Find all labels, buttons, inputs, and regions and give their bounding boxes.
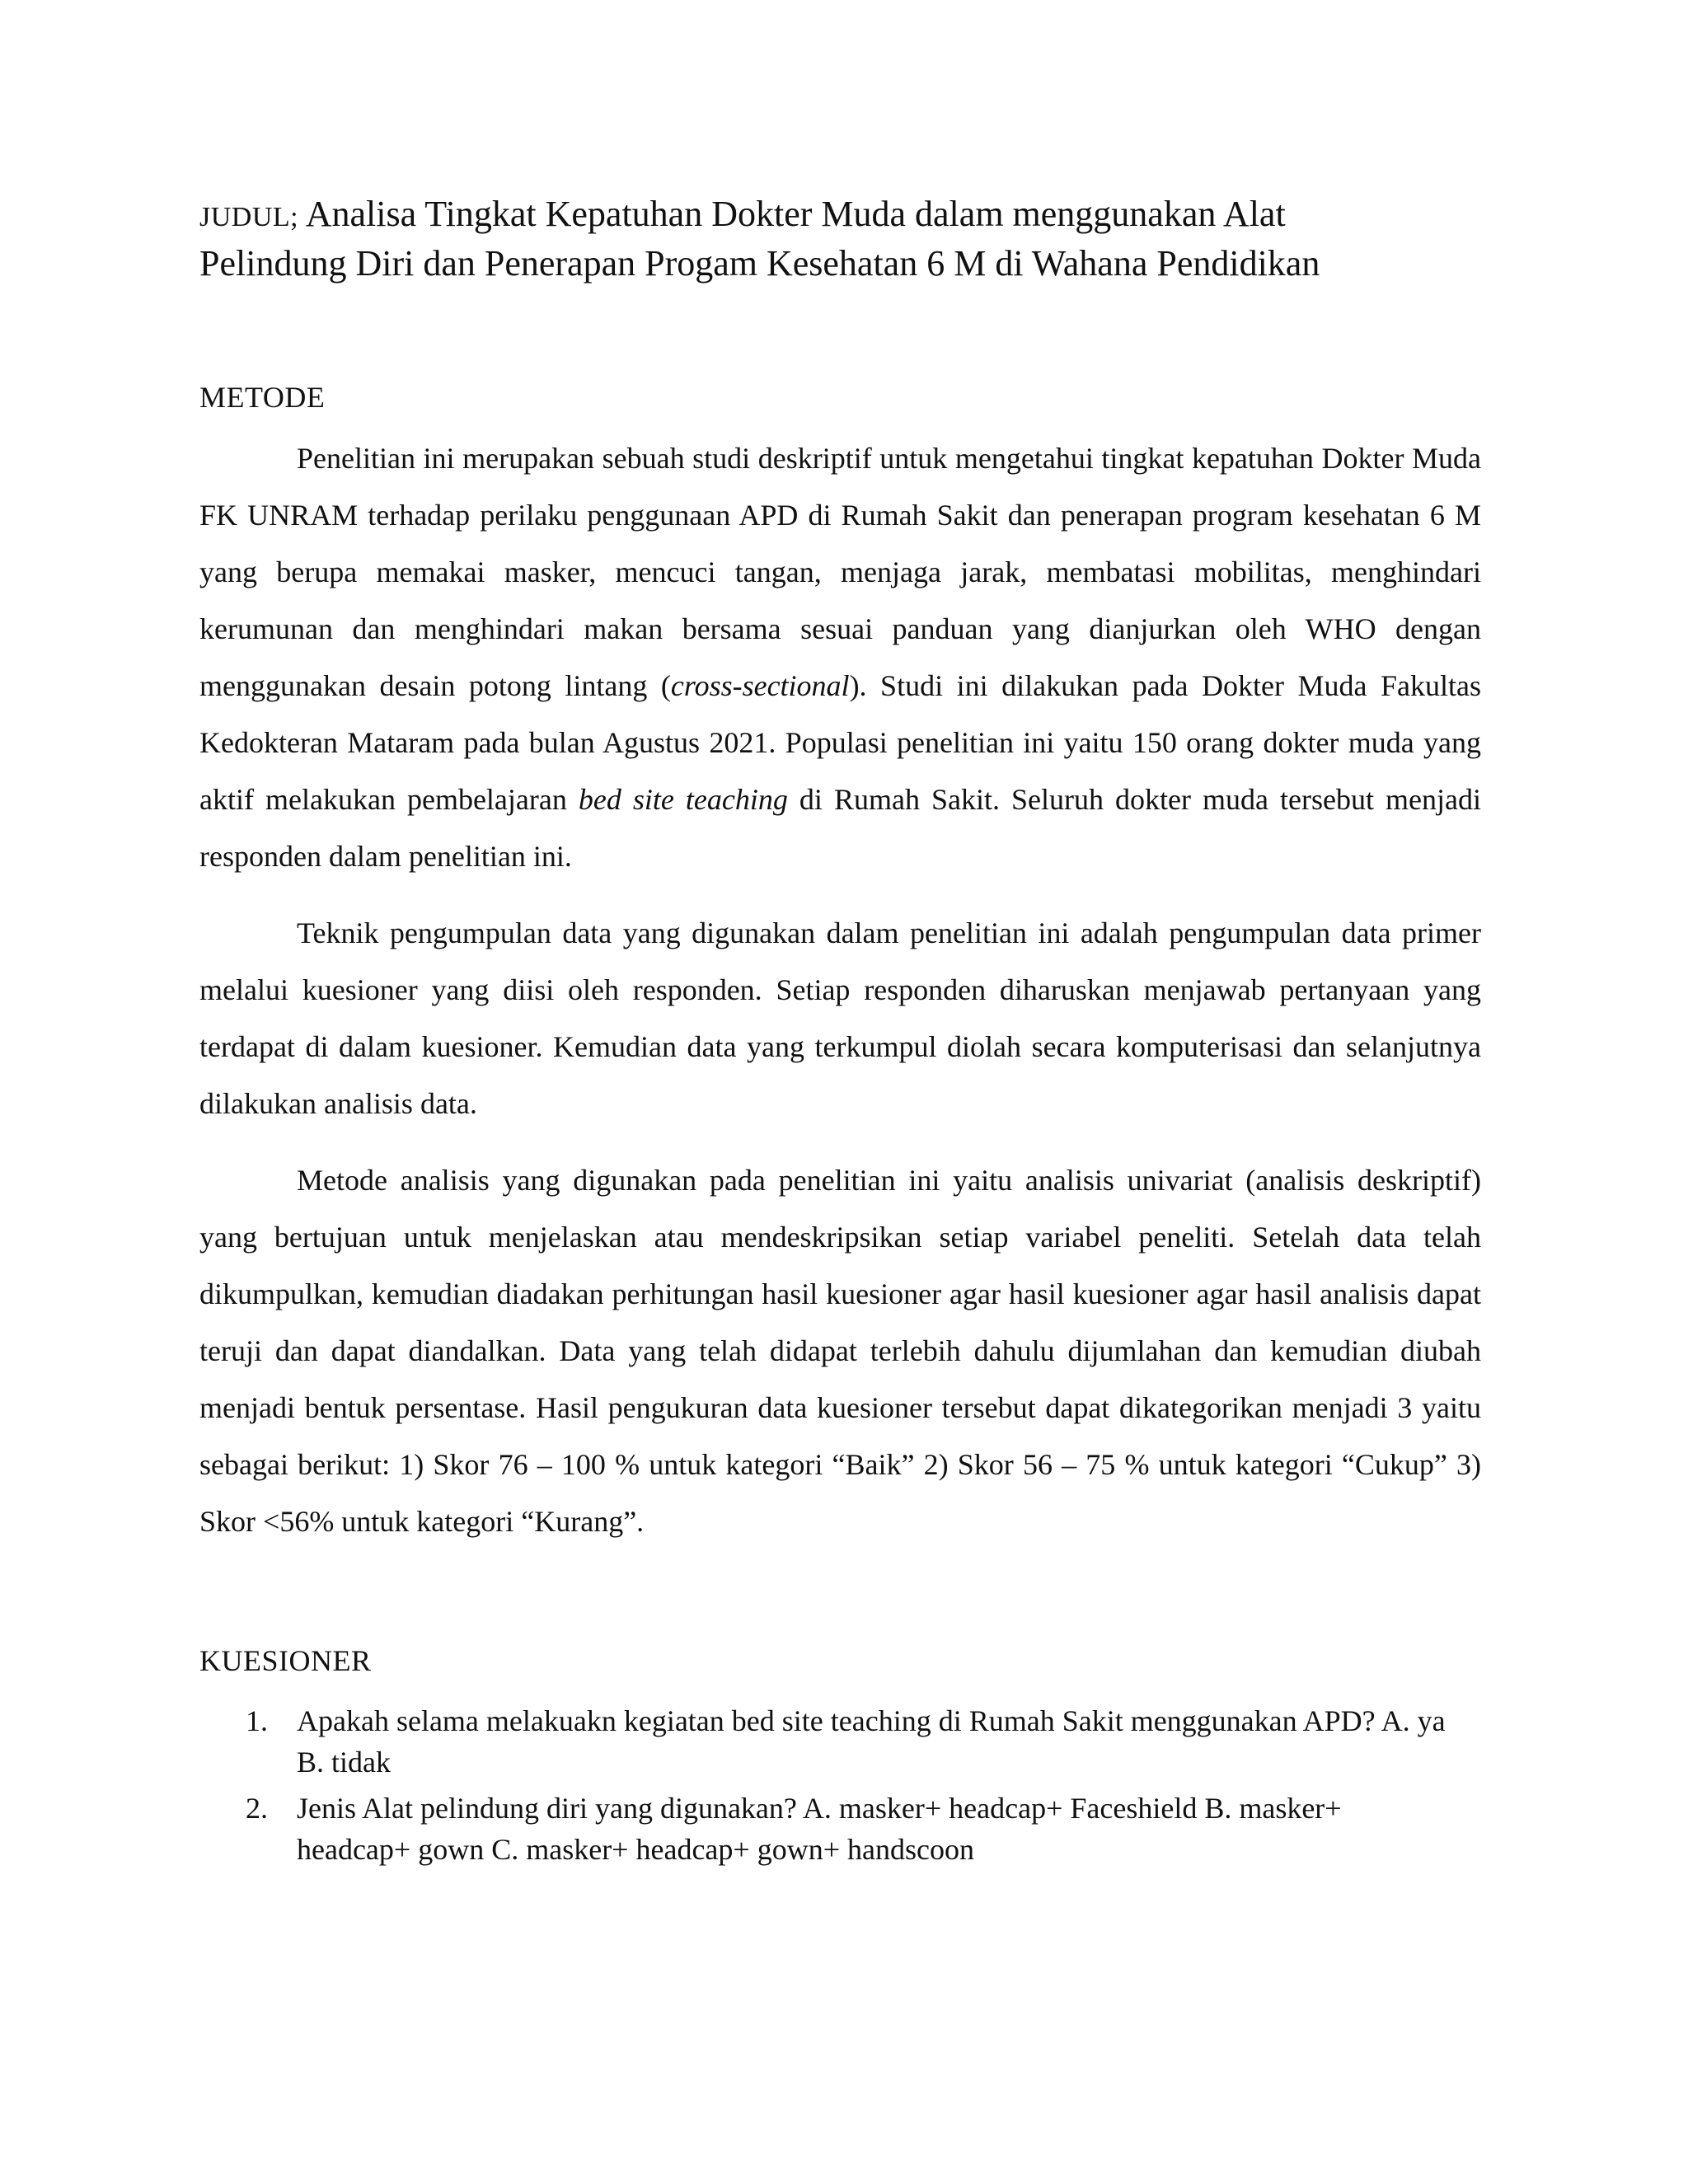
metode-p1-text-3: di Rumah Sakit. Seluruh dokter muda tersebut menjadi responden dalam penelitian ini.	[199, 783, 1481, 873]
list-item-number: 2.	[246, 1792, 268, 1825]
document-title	[199, 191, 1481, 287]
list-item	[199, 1700, 1452, 1783]
title-line-2: Pelindung Diri dan Penerapan Progam Kesehatan 6 M di Wahana Pendidikan	[199, 243, 1320, 284]
list-item-text: Apakah selama melakuakn kegiatan bed site teaching di Rumah Sakit menggunakan APD? A. ya B. tidak	[297, 1704, 1446, 1779]
metode-p1-italic-1: cross-sectional	[670, 669, 850, 702]
metode-paragraph-1	[199, 430, 1481, 885]
metode-paragraph-2: Teknik pengumpulan data yang digunakan dalam penelitian ini adalah pengumpulan data primer melalui kuesioner yang diisi oleh responden. Setiap responden diharuskan menjawab pertanyaan yang terdapat di dalam kuesioner. Kemudian data yang terkumpul diolah secara komputerisasi dan selanjutnya dilakukan analisis data.	[199, 916, 1481, 1120]
title-line-1: Analisa Tingkat Kepatuhan Dokter Muda dalam menggunakan Alat	[305, 194, 1286, 234]
kuesioner-list	[199, 1700, 1452, 1870]
section-heading-kuesioner: KUESIONER	[199, 1644, 372, 1677]
metode-p1-italic-2: bed site teaching	[578, 783, 788, 816]
metode-p1-text-1: Penelitian ini merupakan sebuah studi deskriptif untuk mengetahui tingkat kepatuhan Dokter Muda FK UNRAM terhadap perilaku penggunaan APD di Rumah Sakit dan penerapan program kesehatan 6 M yang berupa memakai masker, mencuci tangan, menjaga jarak, membatasi mobilitas, menghindari kerumunan dan menghindari makan bersama sesuai panduan yang dianjurkan oleh WHO dengan menggunakan desain potong lintang (	[199, 442, 1481, 702]
list-item-number: 1.	[246, 1704, 268, 1737]
section-heading-metode: METODE	[199, 381, 326, 414]
metode-p1-text-2: ). Studi ini dilakukan pada Dokter Muda Fakultas Kedokteran Mataram pada bulan Agustus 2021. Populasi penelitian ini yaitu 150 orang dokter muda yang aktif melakukan pembelajaran	[199, 669, 1481, 816]
list-item	[199, 1788, 1452, 1870]
list-item-text: Jenis Alat pelindung diri yang digunakan? A. masker+ headcap+ Faceshield B. masker+ headcap+ gown C. masker+ headcap+ gown+ handscoon	[297, 1792, 1342, 1866]
document-content	[199, 191, 1481, 1875]
title-prefix: JUDUL;	[199, 202, 299, 232]
metode-paragraph-3: Metode analisis yang digunakan pada penelitian ini yaitu analisis univariat (analisis deskriptif) yang bertujuan untuk menjelaskan atau mendeskripsikan setiap variabel peneliti. Setelah data telah dikumpulkan, kemudian diadakan perhitungan hasil kuesioner agar hasil kuesioner agar hasil analisis dapat teruji dan dapat diandalkan. Data yang telah didapat terlebih dahulu dijumlahan dan kemudian diubah menjadi bentuk persentase. Hasil pengukuran data kuesioner tersebut dapat dikategorikan menjadi 3 yaitu sebagai berikut: 1) Skor 76 – 100 % untuk kategori “Baik” 2) Skor 56 – 75 % untuk kategori “Cukup” 3) Skor <56% untuk kategori “Kurang”.	[199, 1164, 1481, 1538]
